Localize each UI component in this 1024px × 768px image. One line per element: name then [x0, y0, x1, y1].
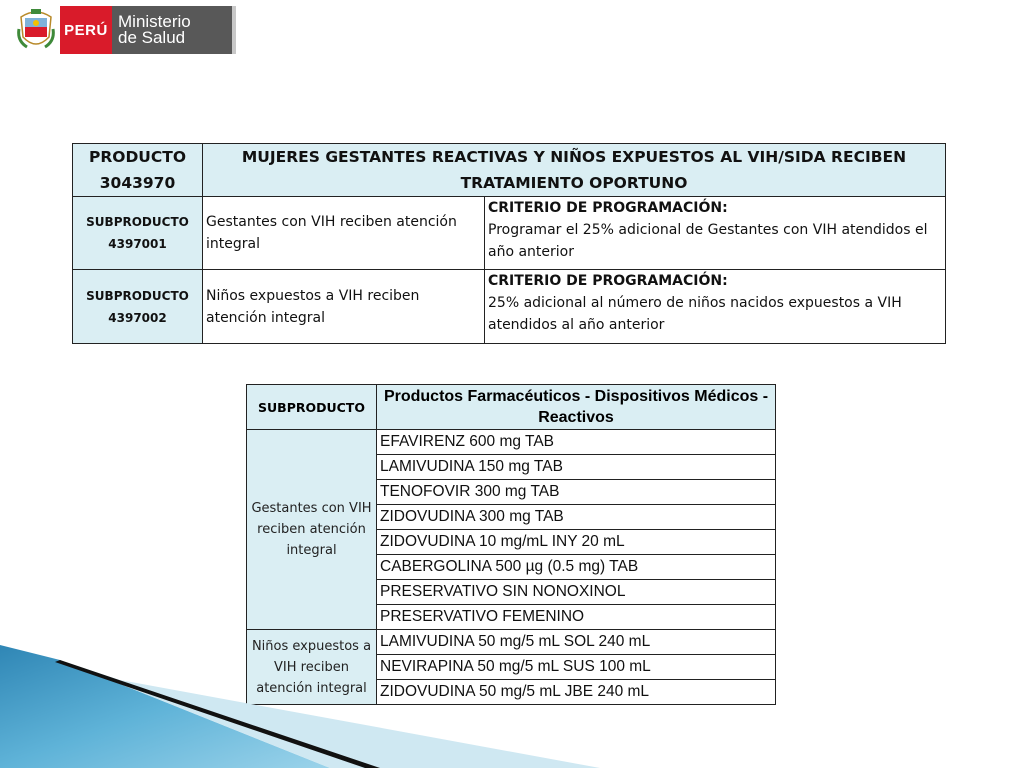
product-header-row: [73, 144, 946, 197]
group-name: Gestantes con VIH reciben atención integral: [247, 430, 377, 630]
product-table: [72, 143, 946, 344]
subproduct-header: SUBPRODUCTO: [247, 385, 377, 430]
product-item: LAMIVUDINA 150 mg TAB: [377, 455, 776, 480]
pharma-header-row: [247, 385, 776, 430]
ministry-logo: [16, 6, 236, 54]
criterion-text: Programar el 25% adicional de Gestantes con VIH atendidos el año anterior: [488, 222, 928, 260]
product-item: ZIDOVUDINA 10 mg/mL INY 20 mL: [377, 530, 776, 555]
product-title-line1: MUJERES GESTANTES REACTIVAS Y NIÑOS EXPUESTOS AL VIH/SIDA RECIBEN: [241, 148, 907, 166]
product-title-line2: TRATAMIENTO OPORTUNO: [460, 174, 688, 192]
blue-wave-shape: [0, 645, 330, 768]
product-item: PRESERVATIVO SIN NONOXINOL: [377, 580, 776, 605]
product-item-row: [247, 430, 776, 455]
product-item: ZIDOVUDINA 50 mg/5 mL JBE 240 mL: [377, 680, 776, 705]
product-title-cell: [203, 144, 946, 197]
decorative-wave-graphic: [0, 640, 1024, 768]
programming-criterion: [485, 270, 946, 344]
ministry-line2: de Salud: [118, 28, 186, 47]
criterion-title: CRITERIO DE PROGRAMACIÓN:: [488, 200, 728, 216]
products-header: Productos Farmacéuticos - Dispositivos Médicos - Reactivos: [377, 385, 776, 430]
subproduct-label: SUBPRODUCTO: [86, 215, 189, 229]
ministry-label: [112, 6, 232, 54]
product-item: EFAVIRENZ 600 mg TAB: [377, 430, 776, 455]
coat-of-arms-icon: [16, 6, 56, 54]
product-item: ZIDOVUDINA 300 mg TAB: [377, 505, 776, 530]
subproduct-label: SUBPRODUCTO: [86, 288, 189, 303]
product-item: CABERGOLINA 500 µg (0.5 mg) TAB: [377, 555, 776, 580]
group-name: Niños expuestos a VIH reciben atención integral: [247, 630, 377, 705]
product-item: PRESERVATIVO FEMENINO: [377, 605, 776, 630]
subproduct-code: 4397001: [108, 237, 167, 251]
subproduct-description: Gestantes con VIH reciben atención integral: [203, 197, 485, 270]
logo-divider: [232, 6, 236, 54]
subproduct-code-cell: [73, 270, 203, 344]
subproduct-code-cell: [73, 197, 203, 270]
subproduct-row: [73, 197, 946, 270]
product-item: NEVIRAPINA 50 mg/5 mL SUS 100 mL: [377, 655, 776, 680]
country-label: PERÚ: [60, 6, 112, 54]
ministry-line1: Ministerio: [118, 12, 191, 31]
programming-criterion: [485, 197, 946, 270]
criterion-title: CRITERIO DE PROGRAMACIÓN:: [488, 273, 728, 289]
product-item: TENOFOVIR 300 mg TAB: [377, 480, 776, 505]
subproduct-row: [73, 270, 946, 344]
product-item: LAMIVUDINA 50 mg/5 mL SOL 240 mL: [377, 630, 776, 655]
product-label: PRODUCTO: [88, 148, 187, 166]
product-code: 3043970: [99, 174, 176, 192]
subproduct-description: Niños expuestos a VIH reciben atención integral: [203, 270, 485, 344]
subproduct-code: 4397002: [108, 310, 167, 325]
criterion-text: 25% adicional al número de niños nacidos expuestos a VIH atendidos al año anterior: [488, 295, 902, 333]
product-code-cell: [73, 144, 203, 197]
